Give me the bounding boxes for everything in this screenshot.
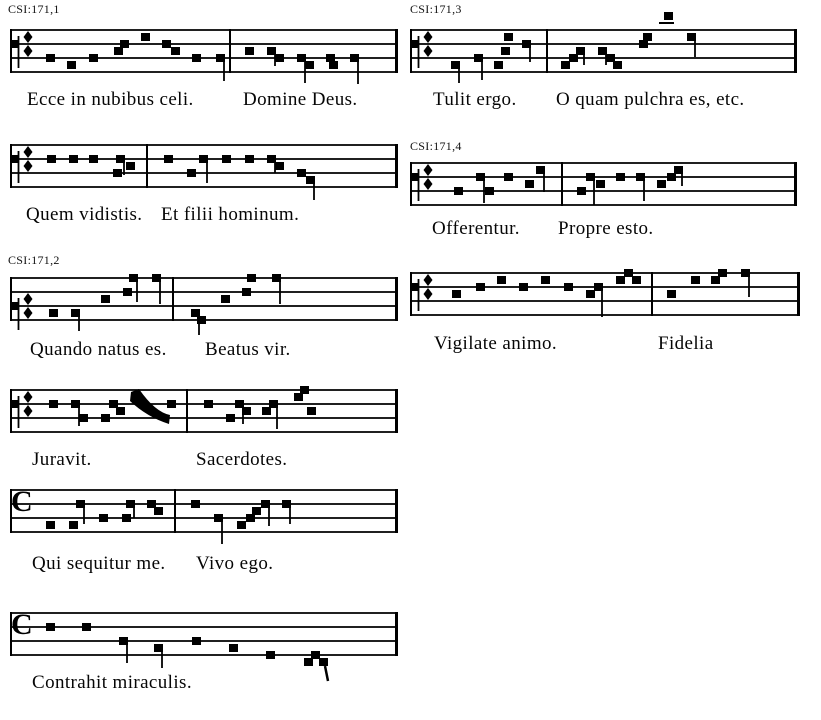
csi-label-171-3: CSI:171,3 xyxy=(410,2,462,16)
lyric-o-quam-pulchra: O quam pulchra es, etc. xyxy=(556,89,745,110)
staff-system-2 xyxy=(10,144,398,200)
lyric-quando-natus-es: Quando natus es. xyxy=(30,339,167,360)
lyric-ecce-in-nubibus: Ecce in nubibus celi. xyxy=(27,89,194,110)
staff-system-1 xyxy=(410,12,797,83)
lyric-domine-deus: Domine Deus. xyxy=(243,89,358,110)
lyric-vigilate-animo: Vigilate animo. xyxy=(434,333,558,354)
lyric-offerentur: Offerentur. xyxy=(432,218,520,239)
csi-label-171-1: CSI:171,1 xyxy=(8,2,60,16)
lyric-juravit: Juravit. xyxy=(32,449,92,470)
lyric-et-filii-hominum: Et filii hominum. xyxy=(161,204,300,225)
staff-system-7 xyxy=(10,485,398,544)
lyric-sacerdotes: Sacerdotes. xyxy=(196,449,288,470)
staff-system-6 xyxy=(10,386,398,433)
svg-text:C: C xyxy=(11,485,33,518)
staff-system-3 xyxy=(410,162,797,206)
lyric-contrahit-miraculis: Contrahit miraculis. xyxy=(32,672,192,693)
lyric-tulit-ergo: Tulit ergo. xyxy=(433,89,517,110)
lyric-qui-sequitur-me: Qui sequitur me. xyxy=(32,553,166,574)
lyric-vivo-ego: Vivo ego. xyxy=(196,553,274,574)
csi-label-171-2: CSI:171,2 xyxy=(8,253,60,267)
staff-system-5 xyxy=(410,269,800,317)
lyric-propre-esto: Propre esto. xyxy=(558,218,654,239)
csi-label-171-4: CSI:171,4 xyxy=(410,139,462,153)
lyric-quem-vidistis: Quem vidistis. xyxy=(26,204,143,225)
lyric-beatus-vir: Beatus vir. xyxy=(205,339,291,360)
svg-text:C: C xyxy=(11,608,33,641)
lyric-fidelia: Fidelia xyxy=(658,333,714,354)
staff-system-8 xyxy=(10,608,398,681)
staff-system-0 xyxy=(10,29,398,84)
staff-system-4 xyxy=(10,274,398,335)
